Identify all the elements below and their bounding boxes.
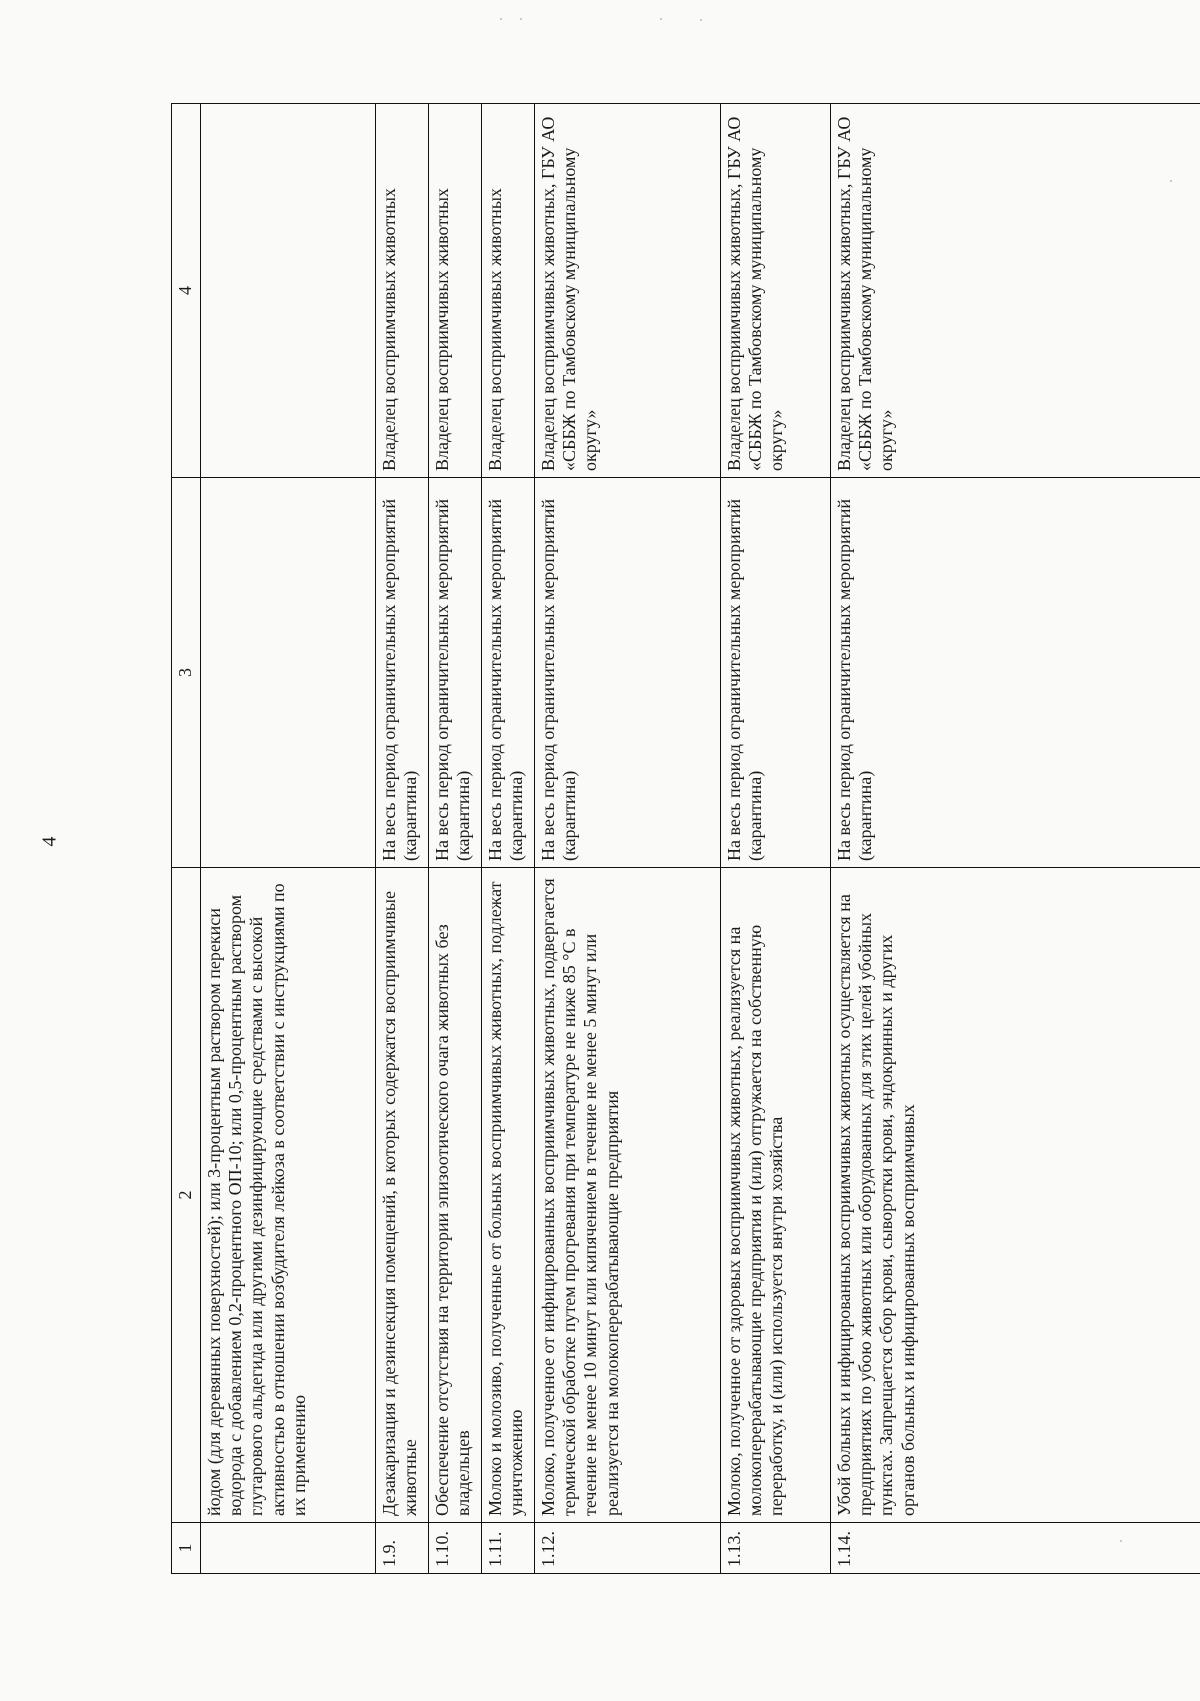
row-period: На весь период ограничительных мероприятий (карантина) <box>482 478 535 868</box>
row-measure: йодом (для деревянных поверхностей); или 3-процентным раствором перекиси водорода с добавлением 0,2-процентного ОП-10; или 0,5-процентным раствором глутарового альдегида или другими дезинфицирующие средствами с высокой активностью в отношении возбудителя лейкоза в соответствии с инструкциями по их применению <box>201 868 376 1523</box>
row-period: На весь период ограничительных мероприятий (карантина) <box>429 478 482 868</box>
row-number: 1.14. <box>831 1523 1200 1574</box>
row-responsible: Владелец восприимчивых животных <box>482 104 535 478</box>
column-header-4: 4 <box>172 104 201 478</box>
row-measure: Молоко, полученное от здоровых восприимчивых животных, реализуется на молокоперерабатывающие предприятия и (или) отгружается на собственную переработку, и (или) используется внутри хозяйства <box>721 868 831 1523</box>
table-header-row <box>172 104 201 1574</box>
row-responsible: Владелец восприимчивых животных, ГБУ АО «СББЖ по Тамбовскому муниципальному округу» <box>831 104 1200 478</box>
row-responsible: Владелец восприимчивых животных <box>429 104 482 478</box>
row-measure: Убой больных и инфицированных восприимчивых животных осуществляется на предприятиях по убою животных или оборудованных для этих целей убойных пунктах. Запрещается сбор крови, сыворотки крови, эндокринных и других органов больных и инфицированных восприимчивых <box>831 868 1200 1523</box>
row-responsible <box>201 104 376 478</box>
row-period: На весь период ограничительных мероприятий (карантина) <box>376 478 429 868</box>
row-number: 1.12. <box>535 1523 721 1574</box>
scan-speck <box>500 18 502 20</box>
measures-table <box>171 103 1200 1574</box>
column-header-3: 3 <box>172 478 201 868</box>
table-row <box>721 104 831 1574</box>
row-responsible: Владелец восприимчивых животных, ГБУ АО «СББЖ по Тамбовскому муниципальному округу» <box>535 104 721 478</box>
scan-speck <box>1170 180 1172 182</box>
scan-speck <box>520 18 522 20</box>
table-row <box>201 104 376 1574</box>
scan-speck <box>1120 1540 1122 1542</box>
table-row <box>482 104 535 1574</box>
row-number: 1.9. <box>376 1523 429 1574</box>
column-header-1: 1 <box>172 1523 201 1574</box>
row-number: 1.10. <box>429 1523 482 1574</box>
row-period <box>201 478 376 868</box>
row-measure: Дезакаризация и дезинсекция помещений, в которых содержатся восприимчивые животные <box>376 868 429 1523</box>
row-number: 1.11. <box>482 1523 535 1574</box>
table-row <box>429 104 482 1574</box>
row-responsible: Владелец восприимчивых животных <box>376 104 429 478</box>
table-row <box>535 104 721 1574</box>
column-header-2: 2 <box>172 868 201 1523</box>
table-row <box>376 104 429 1574</box>
row-period: На весь период ограничительных мероприятий (карантина) <box>831 478 1200 868</box>
row-number: 1.13. <box>721 1523 831 1574</box>
row-measure: Обеспечение отсутствия на территории эпизоотического очага животных без владельцев <box>429 868 482 1523</box>
measures-table-container <box>171 104 1200 1574</box>
row-responsible: Владелец восприимчивых животных, ГБУ АО «СББЖ по Тамбовскому муниципальному округу» <box>721 104 831 478</box>
row-measure: Молоко и молозиво, полученные от больных восприимчивых животных, подлежат уничтожению <box>482 868 535 1523</box>
table-row <box>831 104 1200 1574</box>
row-period: На весь период ограничительных мероприятий (карантина) <box>721 478 831 868</box>
scan-speck <box>700 19 702 21</box>
row-number <box>201 1523 376 1574</box>
row-period: На весь период ограничительных мероприятий (карантина) <box>535 478 721 868</box>
row-measure: Молоко, полученное от инфицированных восприимчивых животных, подвергается термической обработке путем прогревания при температуре не ниже 85 °С в течение не менее 10 минут или кипячением в течение не менее 5 минут или реализуется на молокоперерабатывающие предприятия <box>535 868 721 1523</box>
page-number: 4 <box>38 836 61 847</box>
scan-speck <box>660 18 662 20</box>
